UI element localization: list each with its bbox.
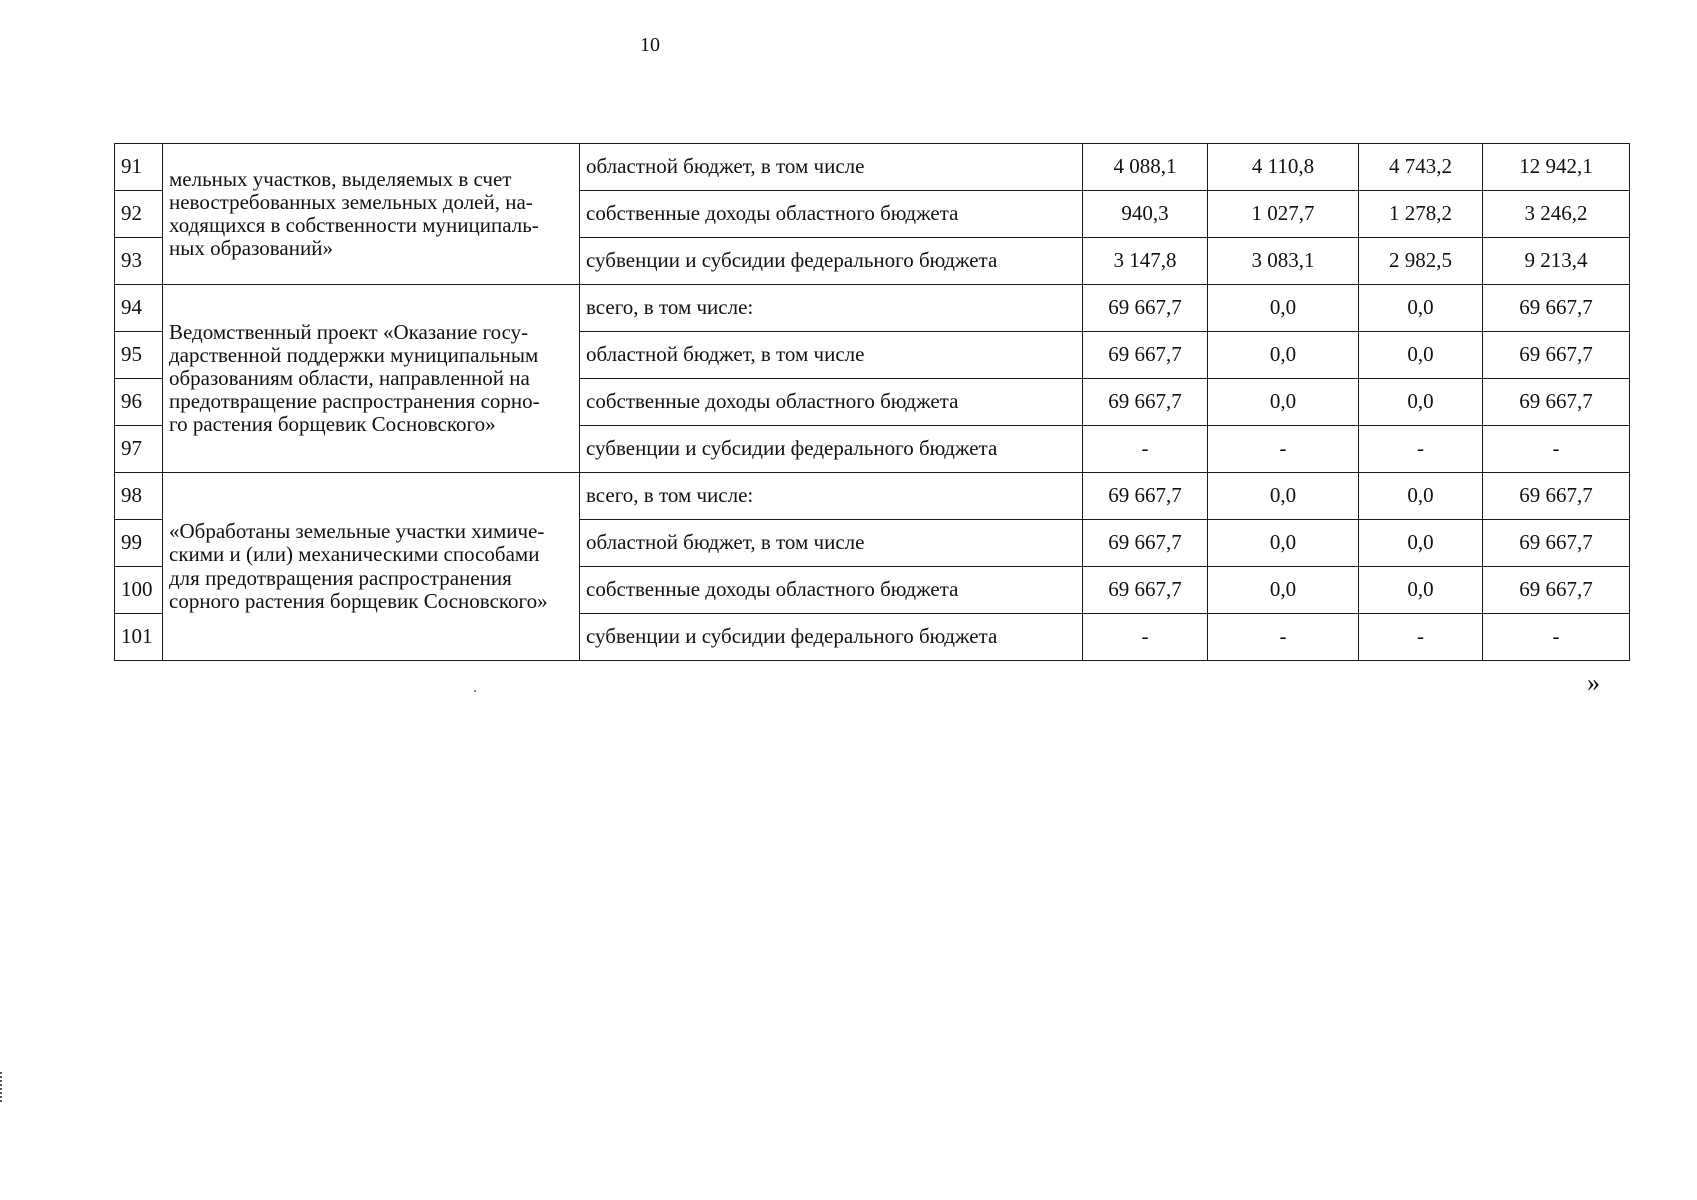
value-total: 69 667,7 bbox=[1483, 473, 1630, 520]
description-line: «Обработаны земельные участки химиче- bbox=[169, 519, 545, 544]
funding-source: всего, в том числе: bbox=[580, 285, 1083, 332]
row-number: 93 bbox=[115, 238, 163, 285]
value-year-2: 0,0 bbox=[1208, 473, 1359, 520]
value-year-1: - bbox=[1083, 426, 1208, 473]
value-year-3: 0,0 bbox=[1359, 567, 1483, 614]
row-number: 101 bbox=[115, 614, 163, 661]
event-description bbox=[163, 473, 580, 661]
budget-table bbox=[114, 143, 1630, 661]
value-year-3: 0,0 bbox=[1359, 332, 1483, 379]
row-number: 96 bbox=[115, 379, 163, 426]
value-year-3: 2 982,5 bbox=[1359, 238, 1483, 285]
value-total: - bbox=[1483, 614, 1630, 661]
description-line: невостребованных земельных долей, на- bbox=[169, 189, 533, 214]
funding-source: субвенции и субсидии федерального бюджета bbox=[580, 614, 1083, 661]
value-year-2: 0,0 bbox=[1208, 520, 1359, 567]
description-line: ходящихся в собственности муниципаль- bbox=[169, 213, 539, 237]
value-year-2: 1 027,7 bbox=[1208, 191, 1359, 238]
table-row bbox=[115, 285, 1630, 332]
table-row bbox=[115, 144, 1630, 191]
table-row bbox=[115, 473, 1630, 520]
value-year-3: 0,0 bbox=[1359, 520, 1483, 567]
value-total: 69 667,7 bbox=[1483, 379, 1630, 426]
value-total: 69 667,7 bbox=[1483, 332, 1630, 379]
value-year-1: 940,3 bbox=[1083, 191, 1208, 238]
row-number: 100 bbox=[115, 567, 163, 614]
event-description bbox=[163, 144, 580, 285]
description-line: сорного растения борщевик Сосновского» bbox=[169, 588, 548, 613]
value-total: 9 213,4 bbox=[1483, 238, 1630, 285]
value-year-3: 0,0 bbox=[1359, 473, 1483, 520]
row-number: 91 bbox=[115, 144, 163, 191]
value-total: 3 246,2 bbox=[1483, 191, 1630, 238]
funding-source: собственные доходы областного бюджета bbox=[580, 379, 1083, 426]
funding-source: собственные доходы областного бюджета bbox=[580, 191, 1083, 238]
funding-source: собственные доходы областного бюджета bbox=[580, 567, 1083, 614]
value-year-1: 69 667,7 bbox=[1083, 379, 1208, 426]
description-line: образованиям области, направленной на bbox=[169, 365, 530, 390]
description-line: дарственной поддержки муниципальным bbox=[169, 342, 539, 367]
value-year-3: 4 743,2 bbox=[1359, 144, 1483, 191]
value-total: 69 667,7 bbox=[1483, 285, 1630, 332]
value-year-3: 0,0 bbox=[1359, 379, 1483, 426]
funding-source: областной бюджет, в том числе bbox=[580, 144, 1083, 191]
row-number: 98 bbox=[115, 473, 163, 520]
funding-source: областной бюджет, в том числе bbox=[580, 520, 1083, 567]
description-line: ных образований» bbox=[169, 236, 333, 261]
description-line: го растения борщевик Сосновского» bbox=[169, 412, 496, 437]
row-number: 99 bbox=[115, 520, 163, 567]
closing-quote: » bbox=[1587, 668, 1600, 697]
value-year-1: 69 667,7 bbox=[1083, 520, 1208, 567]
value-year-1: 4 088,1 bbox=[1083, 144, 1208, 191]
value-total: - bbox=[1483, 426, 1630, 473]
description-line: Ведомственный проект «Оказание госу- bbox=[169, 319, 529, 344]
value-year-2: - bbox=[1208, 426, 1359, 473]
page-number: 10 bbox=[640, 34, 660, 56]
value-year-1: - bbox=[1083, 614, 1208, 661]
value-total: 12 942,1 bbox=[1483, 144, 1630, 191]
value-year-1: 3 147,8 bbox=[1083, 238, 1208, 285]
funding-source: областной бюджет, в том числе bbox=[580, 332, 1083, 379]
description-line: скими и (или) механическими способами bbox=[169, 542, 540, 567]
value-year-3: - bbox=[1359, 614, 1483, 661]
value-year-2: 0,0 bbox=[1208, 332, 1359, 379]
scan-speck bbox=[474, 690, 476, 692]
value-year-3: 1 278,2 bbox=[1359, 191, 1483, 238]
value-year-1: 69 667,7 bbox=[1083, 567, 1208, 614]
value-year-1: 69 667,7 bbox=[1083, 285, 1208, 332]
row-number: 92 bbox=[115, 191, 163, 238]
event-description bbox=[163, 285, 580, 473]
value-year-1: 69 667,7 bbox=[1083, 473, 1208, 520]
value-year-2: 0,0 bbox=[1208, 285, 1359, 332]
funding-source: субвенции и субсидии федерального бюджета bbox=[580, 426, 1083, 473]
value-year-2: - bbox=[1208, 614, 1359, 661]
row-number: 97 bbox=[115, 426, 163, 473]
value-year-2: 4 110,8 bbox=[1208, 144, 1359, 191]
row-number: 94 bbox=[115, 285, 163, 332]
value-year-3: 0,0 bbox=[1359, 285, 1483, 332]
value-year-2: 0,0 bbox=[1208, 567, 1359, 614]
funding-source: субвенции и субсидии федерального бюджета bbox=[580, 238, 1083, 285]
description-line: предотвращение распространения сорно- bbox=[169, 389, 540, 414]
row-number: 95 bbox=[115, 332, 163, 379]
description-line: мельных участков, выделяемых в счет bbox=[169, 166, 512, 191]
funding-source: всего, в том числе: bbox=[580, 473, 1083, 520]
value-year-2: 0,0 bbox=[1208, 379, 1359, 426]
value-year-3: - bbox=[1359, 426, 1483, 473]
budget-table-body bbox=[115, 144, 1630, 661]
value-total: 69 667,7 bbox=[1483, 520, 1630, 567]
value-total: 69 667,7 bbox=[1483, 567, 1630, 614]
scan-edge-marks bbox=[0, 1072, 5, 1102]
value-year-1: 69 667,7 bbox=[1083, 332, 1208, 379]
description-line: для предотвращения распространения bbox=[169, 565, 512, 590]
value-year-2: 3 083,1 bbox=[1208, 238, 1359, 285]
